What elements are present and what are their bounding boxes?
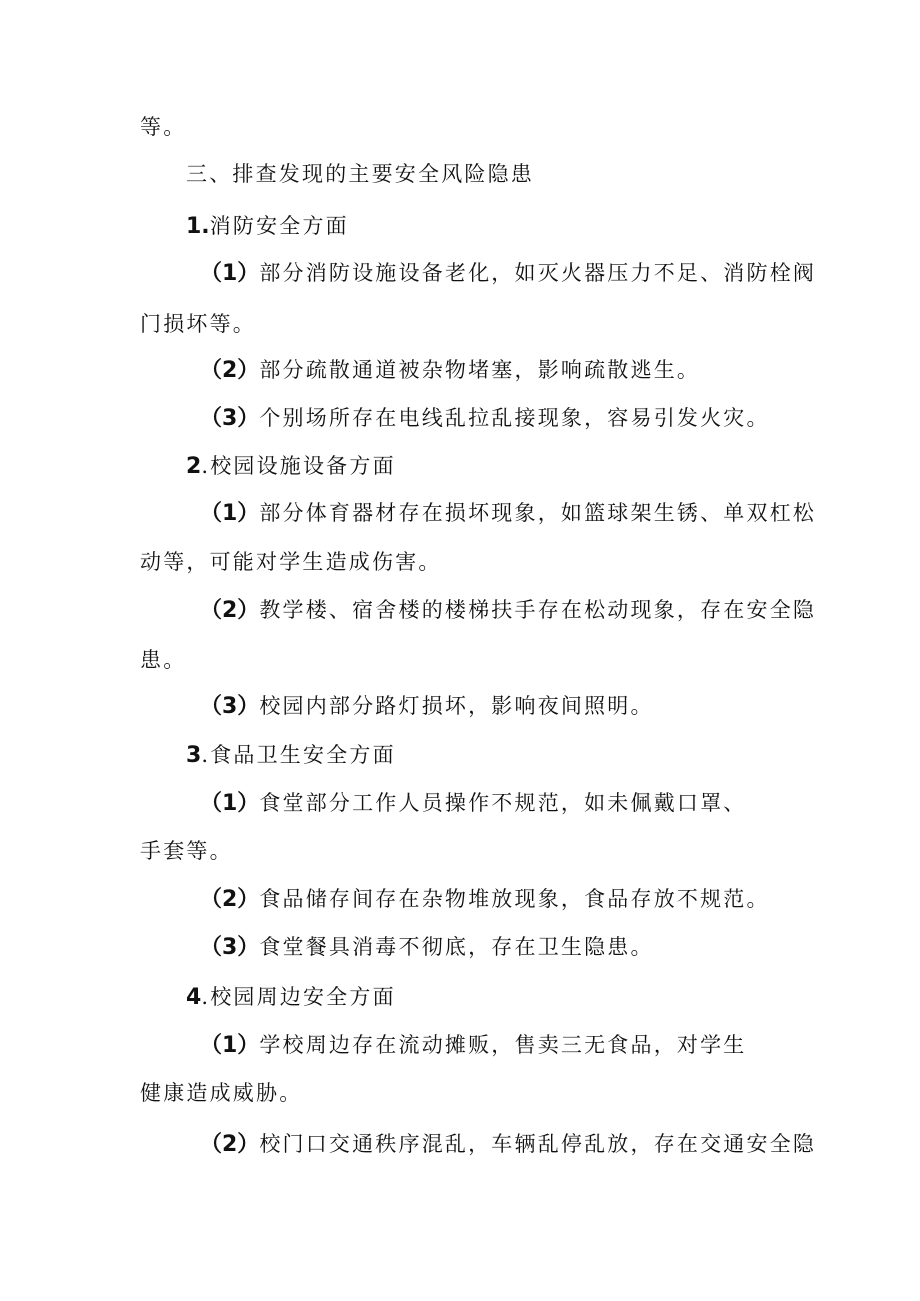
text-line-continuation: 健康造成威胁。 <box>140 1081 303 1105</box>
subsection-heading-surroundings: 4.校园周边安全方面 <box>186 985 396 1010</box>
text-line-continuation: 动等，可能对学生造成伤害。 <box>140 550 442 574</box>
list-item: （3）食堂餐具消毒不彻底，存在卫生隐患。 <box>200 935 654 960</box>
list-item: （1）食堂部分工作人员操作不规范，如未佩戴口罩、 <box>200 791 747 816</box>
list-item: （2）部分疏散通道被杂物堵塞，影响疏散逃生。 <box>200 358 701 383</box>
list-item: （1）部分消防设施设备老化，如灭火器压力不足、消防栓阀 <box>200 261 817 286</box>
list-item: （2）食品储存间存在杂物堆放现象，食品存放不规范。 <box>200 887 770 912</box>
subsection-heading-food-safety: 3.食品卫生安全方面 <box>186 743 396 768</box>
subsection-heading-campus-facilities: 2.校园设施设备方面 <box>186 454 396 479</box>
subsection-heading-fire-safety: 1.消防安全方面 <box>186 214 349 239</box>
text-line-continuation: 手套等。 <box>140 839 233 863</box>
text-line-continuation: 患。 <box>140 648 187 672</box>
list-item: （2）校门口交通秩序混乱，车辆乱停乱放，存在交通安全隐 <box>200 1132 817 1157</box>
text-line-continuation: 等。 <box>140 115 187 139</box>
section-heading: 三、排查发现的主要安全风险隐患 <box>186 162 534 186</box>
text-line-continuation: 门损坏等。 <box>140 312 256 336</box>
list-item: （3）校园内部分路灯损坏，影响夜间照明。 <box>200 694 654 719</box>
list-item: （2）教学楼、宿舍楼的楼梯扶手存在松动现象，存在安全隐 <box>200 598 817 623</box>
list-item: （3）个别场所存在电线乱拉乱接现象，容易引发火灾。 <box>200 406 770 431</box>
list-item: （1）部分体育器材存在损坏现象，如篮球架生锈、单双杠松 <box>200 501 817 526</box>
list-item: （1）学校周边存在流动摊贩，售卖三无食品，对学生 <box>200 1033 747 1058</box>
